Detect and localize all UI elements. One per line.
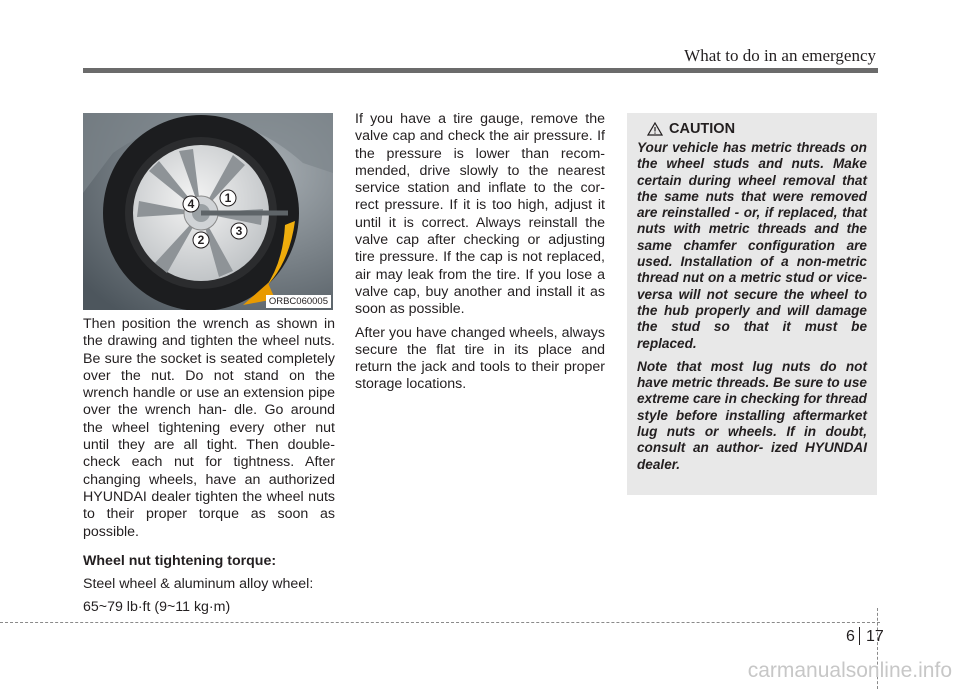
torque-wheel-type: Steel wheel & aluminum alloy wheel: <box>83 576 314 593</box>
svg-text:2: 2 <box>197 233 205 247</box>
svg-text:4: 4 <box>187 197 195 211</box>
footer-rule <box>0 622 880 623</box>
torque-value: 65~79 lb·ft (9~11 kg·m) <box>83 599 231 616</box>
nut-2 <box>193 232 209 248</box>
caution-paragraph-2: Note that most lug nuts do not have metric threads. Be sure to use extreme care in checking for thread style before installing aftermarket lug nuts or wheels. If in doubt, consult an author- ized HYUNDAI dealer. <box>637 358 867 472</box>
warning-triangle-icon <box>647 122 663 136</box>
tire-pressure-paragraph: If you have a tire gauge, remove the valve cap and check the air pressure. If the pressure is lower than recom- mended, drive slowly to the nearest service station and inflate to the cor- rect pressure. If it is too high, adjust it until it is correct. Always reinstall the valve cap after checking or adjusting tire pressure. If the cap is not replaced, air may leak from the tire. If you lose a valve cap, buy another and install it as soon as possible. <box>355 111 605 318</box>
caution-paragraph-1: Your vehicle has metric threads on the wheel studs and nuts. Make certain during wheel removal that the same nuts that were removed are reinstalled - or, if replaced, that nuts with metric threads and the same chamfer configuration are used. Installation of a non-metric thread nut on a metric stud or vice-versa will not secure the wheel to the hub properly and will damage the stud so that it must be replaced. <box>637 140 867 351</box>
caution-box <box>627 113 877 495</box>
instruction-paragraph: Then position the wrench as shown in the drawing and tighten the wheel nuts. Be sure the socket is seated completely over the nut. Do not stand on the wrench handle or use an extension pipe over the wrench han- dle. Go around the wheel tightening every other nut until they are all tight. Then double-check each nut for tightness. After changing wheels, have an authorized HYUNDAI dealer tighten the wheel nuts to their proper torque as soon as possible. <box>83 316 335 540</box>
page-number-separator <box>859 627 860 645</box>
watermark: carmanualsonline.info <box>747 659 952 682</box>
header-title: What to do in an emergency <box>684 46 876 65</box>
header-rule <box>83 68 878 73</box>
svg-text:3: 3 <box>235 224 243 238</box>
nut-4 <box>183 196 199 212</box>
caution-header <box>647 121 867 137</box>
column-1 <box>83 316 335 623</box>
chapter-number: 6 <box>846 628 855 645</box>
figure-code: ORBC060005 <box>266 295 331 308</box>
caution-title: CAUTION <box>669 121 736 137</box>
column-2 <box>355 111 605 400</box>
svg-text:1: 1 <box>224 191 232 205</box>
wheel-figure <box>83 113 333 310</box>
page-number: 17 <box>866 628 884 645</box>
torque-heading: Wheel nut tightening torque: <box>83 552 277 569</box>
nut-1 <box>220 190 236 206</box>
storage-paragraph: After you have changed wheels, always secure the flat tire in its place and return the jack and tools to their proper storage locations. <box>355 324 605 393</box>
nut-3 <box>231 223 247 239</box>
